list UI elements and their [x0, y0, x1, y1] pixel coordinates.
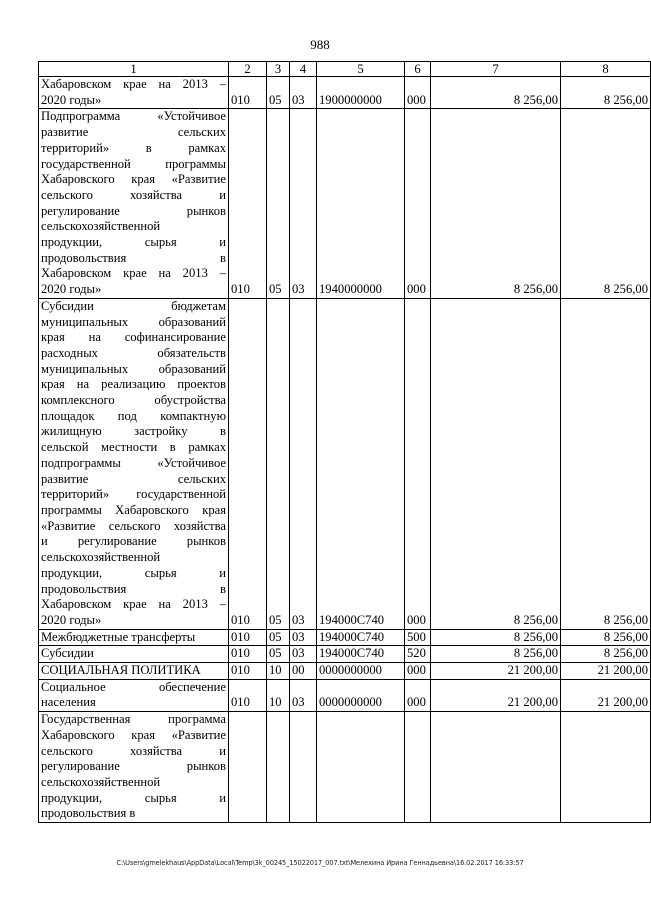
section-code-cell: 10 [267, 679, 290, 711]
expense-type-cell: 520 [405, 646, 431, 663]
row-name-line: развитие сельских [41, 125, 226, 140]
target-article-cell: 1900000000 [317, 77, 405, 109]
row-name-line: сельского хозяйства и [41, 187, 226, 202]
amount-cell: 8 256,00 [561, 109, 651, 298]
row-name-line: продукции, сырья и [41, 565, 226, 580]
row-name-line: края на реализацию проектов [41, 377, 226, 392]
ministry-code-cell: 010 [229, 629, 267, 646]
expense-type-cell: 500 [405, 629, 431, 646]
row-name-cell [39, 712, 229, 823]
row-name-line: Хабаровского края «Развитие [41, 727, 226, 742]
row-name-line: территорий» в рамках [41, 140, 226, 155]
row-name-line: государственной программы [41, 156, 226, 171]
amount-cell: 8 256,00 [561, 298, 651, 629]
row-name-line: сельскохозяйственной [41, 774, 161, 789]
section-code-cell [267, 712, 290, 823]
row-name-cell [39, 646, 229, 663]
row-name-line: продукции, сырья и [41, 235, 226, 250]
section-code-cell: 05 [267, 629, 290, 646]
table-row [39, 109, 651, 298]
expense-type-cell: 000 [405, 663, 431, 680]
row-name-line: и регулирование рынков [41, 534, 226, 549]
table-row [39, 77, 651, 109]
ministry-code-cell: 010 [229, 77, 267, 109]
subsection-code-cell: 03 [290, 298, 317, 629]
subsection-code-cell [290, 712, 317, 823]
amount-cell: 8 256,00 [561, 646, 651, 663]
row-name-line: продовольствия в [41, 806, 136, 821]
section-code-cell: 10 [267, 663, 290, 680]
target-article-cell: 194000С740 [317, 646, 405, 663]
amount-cell: 21 200,00 [431, 663, 561, 680]
expense-type-cell: 000 [405, 109, 431, 298]
row-name-line: сельскохозяйственной [41, 219, 161, 234]
section-code-cell: 05 [267, 646, 290, 663]
table-row [39, 629, 651, 646]
table-header-row [39, 62, 651, 77]
row-name-line: населения [41, 695, 96, 710]
section-code-cell: 05 [267, 77, 290, 109]
row-name-line: Подпрограмма «Устойчивое [41, 109, 226, 124]
row-name-line: 2020 годы» [41, 612, 102, 627]
target-article-cell: 1940000000 [317, 109, 405, 298]
header-cell: 6 [405, 62, 431, 77]
row-name-cell [39, 298, 229, 629]
ministry-code-cell: 010 [229, 679, 267, 711]
row-name-line: расходных обязательств [41, 345, 226, 360]
amount-cell: 21 200,00 [561, 679, 651, 711]
row-name-line: продукции, сырья и [41, 790, 226, 805]
row-name-line: 2020 годы» [41, 282, 102, 297]
row-name-line: края на софинансирование [41, 330, 226, 345]
row-name-line: СОЦИАЛЬНАЯ ПОЛИТИКА [41, 663, 201, 678]
expense-type-cell: 000 [405, 77, 431, 109]
header-cell: 3 [267, 62, 290, 77]
ministry-code-cell: 010 [229, 646, 267, 663]
header-cell: 2 [229, 62, 267, 77]
amount-cell [431, 712, 561, 823]
document-footer-path: C:\Users\gmelekhaus\AppData\Local\Temp\3k_00245_15022017_007.txt\Мелехина Ирина Геннадьевна\16.02.2017 16:33:57 [116, 859, 524, 867]
subsection-code-cell: 03 [290, 646, 317, 663]
amount-cell: 8 256,00 [561, 629, 651, 646]
amount-cell: 8 256,00 [431, 646, 561, 663]
section-code-cell: 05 [267, 298, 290, 629]
row-name-line: 2020 годы» [41, 92, 102, 107]
expense-type-cell: 000 [405, 298, 431, 629]
target-article-cell: 0000000000 [317, 663, 405, 680]
row-name-line: регулирование рынков [41, 759, 226, 774]
table-row [39, 712, 651, 823]
expense-type-cell: 000 [405, 679, 431, 711]
row-name-cell [39, 629, 229, 646]
table-row [39, 679, 651, 711]
header-cell: 7 [431, 62, 561, 77]
row-name-line: сельского хозяйства и [41, 743, 226, 758]
row-name-line: «Развитие сельского хозяйства [41, 518, 226, 533]
subsection-code-cell: 03 [290, 109, 317, 298]
row-name-line: территорий» государственной [41, 487, 226, 502]
header-cell: 5 [317, 62, 405, 77]
row-name-line: Хабаровском крае на 2013 – [41, 266, 226, 281]
row-name-line: муниципальных образований [41, 361, 226, 376]
row-name-line: регулирование рынков [41, 203, 226, 218]
table-row [39, 663, 651, 680]
amount-cell: 8 256,00 [431, 629, 561, 646]
amount-cell: 8 256,00 [561, 77, 651, 109]
row-name-line: Хабаровского края «Развитие [41, 172, 226, 187]
expense-type-cell [405, 712, 431, 823]
row-name-line: площадок под компактную [41, 408, 226, 423]
amount-cell: 21 200,00 [561, 663, 651, 680]
row-name-cell [39, 679, 229, 711]
subsection-code-cell: 00 [290, 663, 317, 680]
header-cell: 8 [561, 62, 651, 77]
row-name-line: продовольствия в [41, 250, 226, 265]
table-row [39, 298, 651, 629]
row-name-cell [39, 109, 229, 298]
row-name-cell [39, 77, 229, 109]
row-name-line: Субсидии бюджетам [41, 298, 226, 313]
row-name-line: сельскохозяйственной [41, 550, 161, 565]
ministry-code-cell: 010 [229, 109, 267, 298]
ministry-code-cell [229, 712, 267, 823]
row-name-line: Государственная программа [41, 712, 226, 727]
subsection-code-cell: 03 [290, 629, 317, 646]
row-name-line: программы Хабаровского края [41, 502, 226, 517]
ministry-code-cell: 010 [229, 663, 267, 680]
row-name-line: Субсидии [41, 646, 94, 661]
amount-cell [561, 712, 651, 823]
header-cell: 1 [39, 62, 229, 77]
target-article-cell [317, 712, 405, 823]
row-name-line: Хабаровском крае на 2013 – [41, 597, 226, 612]
row-name-line: Социальное обеспечение [41, 679, 226, 694]
amount-cell: 21 200,00 [431, 679, 561, 711]
row-name-line: муниципальных образований [41, 314, 226, 329]
amount-cell: 8 256,00 [431, 77, 561, 109]
target-article-cell: 0000000000 [317, 679, 405, 711]
target-article-cell: 194000С740 [317, 298, 405, 629]
row-name-line: жилищную застройку в [41, 424, 226, 439]
budget-table [38, 61, 651, 823]
row-name-line: продовольствия в [41, 581, 226, 596]
row-name-line: Хабаровском крае на 2013 – [41, 77, 226, 91]
subsection-code-cell: 03 [290, 679, 317, 711]
target-article-cell: 194000С740 [317, 629, 405, 646]
amount-cell: 8 256,00 [431, 109, 561, 298]
section-code-cell: 05 [267, 109, 290, 298]
row-name-line: подпрограммы «Устойчивое [41, 455, 226, 470]
row-name-line: развитие сельских [41, 471, 226, 486]
ministry-code-cell: 010 [229, 298, 267, 629]
row-name-line: сельской местности в рамках [41, 440, 226, 455]
page-number: 988 [310, 37, 330, 52]
header-cell: 4 [290, 62, 317, 77]
row-name-cell [39, 663, 229, 680]
amount-cell: 8 256,00 [431, 298, 561, 629]
row-name-line: комплексного обустройства [41, 393, 226, 408]
row-name-line: Межбюджетные трансферты [41, 629, 196, 644]
subsection-code-cell: 03 [290, 77, 317, 109]
table-row [39, 646, 651, 663]
